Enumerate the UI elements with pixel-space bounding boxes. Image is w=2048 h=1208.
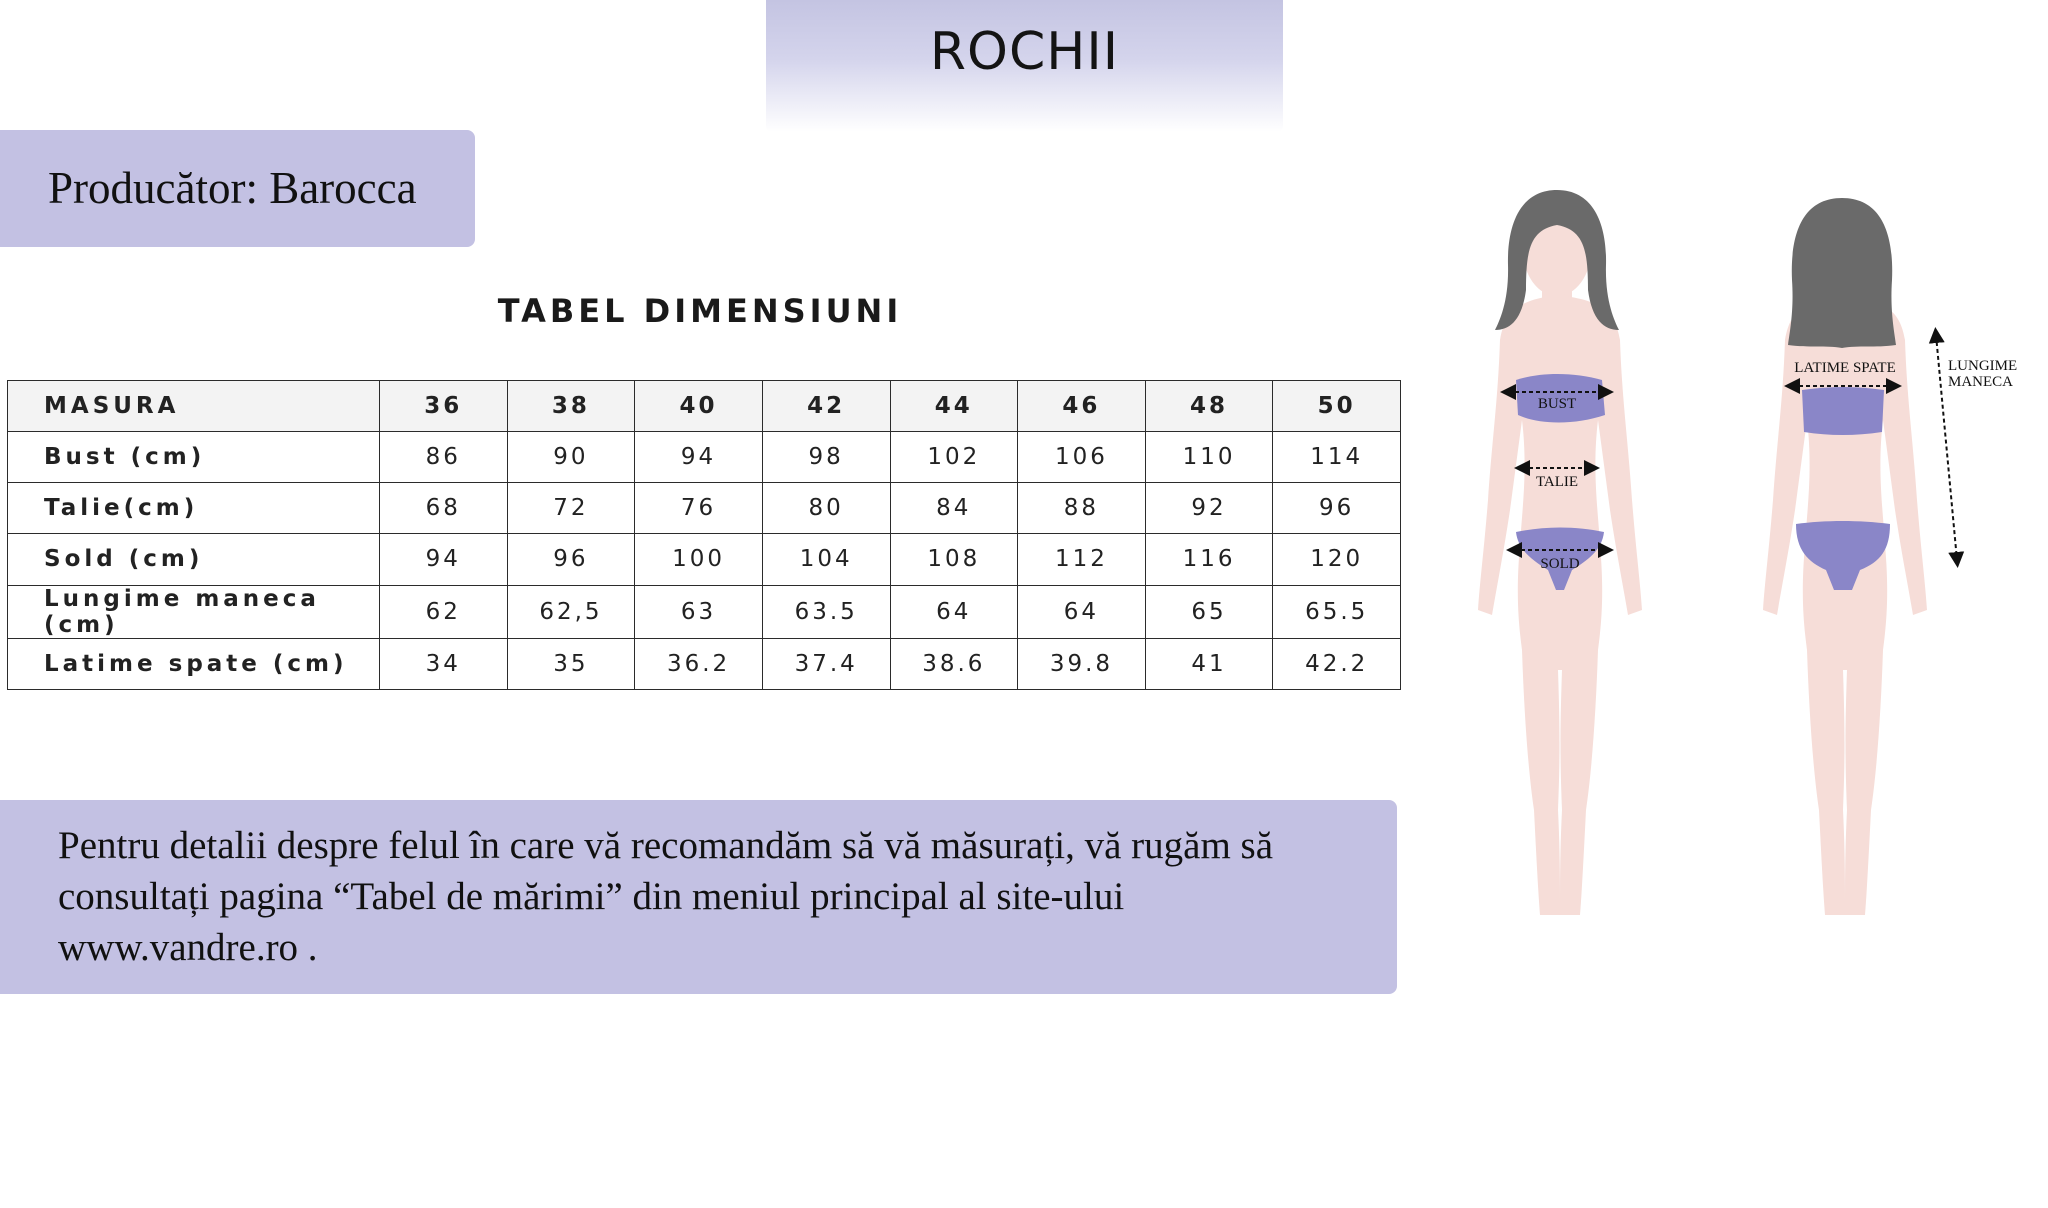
table-cell: 62 — [380, 585, 508, 638]
note-line: Pentru detalii despre felul în care vă recomandăm să vă măsurați, vă rugăm să — [58, 824, 1274, 867]
table-cell: 94 — [380, 534, 508, 585]
table-cell: 110 — [1145, 432, 1273, 483]
header-cell: 46 — [1018, 381, 1146, 432]
header-cell: 40 — [635, 381, 763, 432]
table-cell: 120 — [1273, 534, 1401, 585]
header-cell: MASURA — [8, 381, 380, 432]
header-cell: 42 — [762, 381, 890, 432]
row-label: Bust (cm) — [8, 432, 380, 483]
producer-box — [0, 130, 475, 247]
header-cell: 48 — [1145, 381, 1273, 432]
row-label: Sold (cm) — [8, 534, 380, 585]
table-cell: 96 — [1273, 483, 1401, 534]
producer-label: Producător: Barocca — [48, 163, 417, 213]
table-cell: 102 — [890, 432, 1018, 483]
table-cell: 65.5 — [1273, 585, 1401, 638]
table-cell: 100 — [635, 534, 763, 585]
table-cell: 108 — [890, 534, 1018, 585]
table-header-row — [8, 381, 1401, 432]
header-cell: 36 — [380, 381, 508, 432]
table-cell: 80 — [762, 483, 890, 534]
table-cell: 62,5 — [507, 585, 635, 638]
table-row — [8, 534, 1401, 585]
table-row — [8, 585, 1401, 638]
sold-label: SOLD — [1540, 556, 1580, 572]
table-cell: 88 — [1018, 483, 1146, 534]
table-row — [8, 432, 1401, 483]
table-cell: 106 — [1018, 432, 1146, 483]
bust-label: BUST — [1537, 396, 1577, 412]
table-cell: 90 — [507, 432, 635, 483]
note-line: www.vandre.ro . — [58, 926, 318, 969]
header-cell: 50 — [1273, 381, 1401, 432]
header-cell: 38 — [507, 381, 635, 432]
note-line: consultați pagina “Tabel de mărimi” din meniul principal al site-ului — [58, 875, 1125, 918]
table-cell: 63 — [635, 585, 763, 638]
back-figure — [1763, 198, 2017, 915]
table-cell: 35 — [507, 638, 635, 689]
table-cell: 94 — [635, 432, 763, 483]
table-cell: 104 — [762, 534, 890, 585]
table-cell: 64 — [890, 585, 1018, 638]
table-cell: 42.2 — [1273, 638, 1401, 689]
row-label: Latime spate (cm) — [8, 638, 380, 689]
table-cell: 37.4 — [762, 638, 890, 689]
table-cell: 114 — [1273, 432, 1401, 483]
size-table — [7, 380, 1401, 690]
table-row — [8, 638, 1401, 689]
table-cell: 96 — [507, 534, 635, 585]
talie-label: TALIE — [1535, 474, 1579, 490]
back-band-shape — [1802, 387, 1884, 435]
table-cell: 112 — [1018, 534, 1146, 585]
table-cell: 68 — [380, 483, 508, 534]
front-figure — [1478, 190, 1642, 915]
table-cell: 116 — [1145, 534, 1273, 585]
table-cell: 98 — [762, 432, 890, 483]
note-text — [58, 820, 1398, 973]
page-title: ROCHII — [929, 22, 1120, 82]
row-label: Lungime maneca (cm) — [8, 585, 380, 638]
table-cell: 84 — [890, 483, 1018, 534]
table-cell: 39.8 — [1018, 638, 1146, 689]
table-cell: 34 — [380, 638, 508, 689]
table-cell: 41 — [1145, 638, 1273, 689]
table-cell: 72 — [507, 483, 635, 534]
table-cell: 38.6 — [890, 638, 1018, 689]
table-cell: 65 — [1145, 585, 1273, 638]
body-measurement-illustration — [1410, 170, 2048, 960]
header-cell: 44 — [890, 381, 1018, 432]
table-cell: 92 — [1145, 483, 1273, 534]
table-cell: 76 — [635, 483, 763, 534]
table-cell: 86 — [380, 432, 508, 483]
hair-back-shape — [1788, 198, 1896, 348]
table-title: TABEL DIMENSIUNI — [497, 292, 903, 330]
lungime-maneca-label-1: LUNGIME — [1948, 358, 2018, 374]
lungime-maneca-label-2: MANECA — [1948, 374, 2014, 390]
latime-spate-label: LATIME SPATE — [1794, 360, 1896, 376]
table-row — [8, 483, 1401, 534]
row-label: Talie(cm) — [8, 483, 380, 534]
table-cell: 36.2 — [635, 638, 763, 689]
table-cell: 64 — [1018, 585, 1146, 638]
table-cell: 63.5 — [762, 585, 890, 638]
